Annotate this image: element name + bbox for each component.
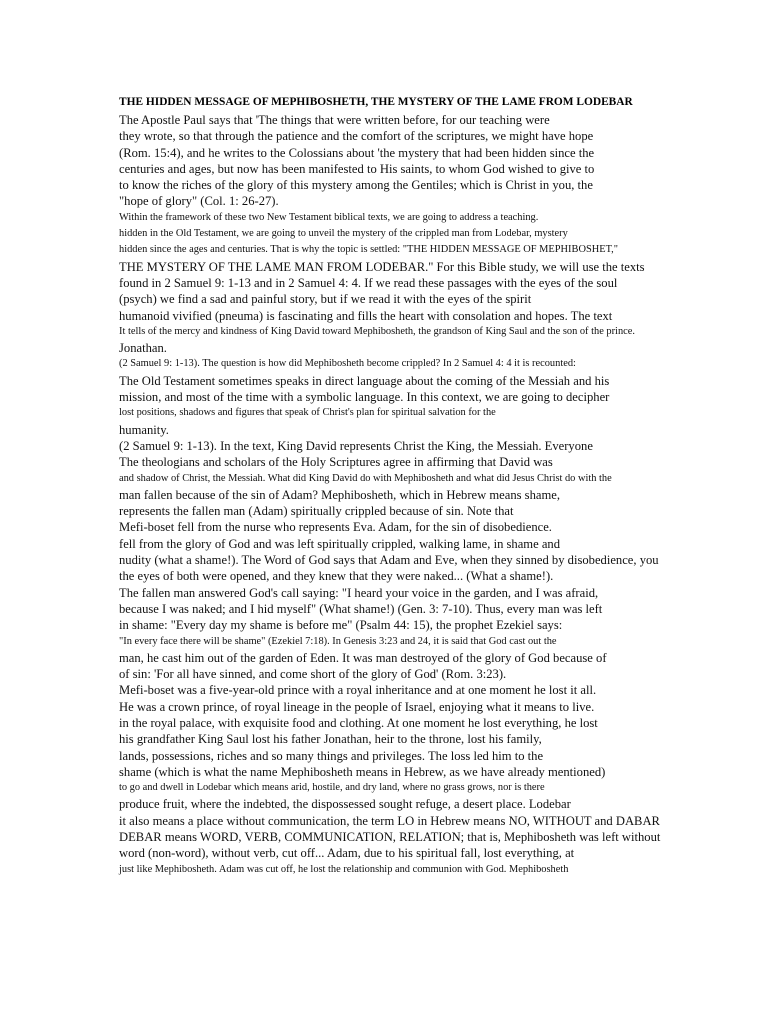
document-title: THE HIDDEN MESSAGE OF MEPHIBOSHETH, THE MYSTERY OF THE LAME FROM LODEBAR — [119, 96, 633, 108]
text-line: Mefi-boset was a five-year-old prince with a royal inheritance and at one moment he lost it all. — [119, 683, 597, 698]
text-line: and shadow of Christ, the Messiah. What did King David do with Mephibosheth and what did Jesus Christ do with the — [119, 472, 612, 484]
text-line: fell from the glory of God and was left spiritually crippled, walking lame, in shame and — [119, 536, 561, 551]
text-line: (2 Samuel 9: 1-13). The question is how did Mephibosheth become crippled? In 2 Samuel 4: 4 it is recounted: — [119, 358, 576, 370]
text-line: (2 Samuel 9: 1-13). In the text, King David represents Christ the King, the Messiah. Everyone — [119, 438, 593, 453]
text-line: lost positions, shadows and figures that speak of Christ's plan for spiritual salvation for the — [119, 407, 496, 419]
document-body — [119, 112, 759, 878]
text-line: found in 2 Samuel 9: 1-13 and in 2 Samuel 4: 4. If we read these passages with the eyes of the soul — [119, 275, 618, 290]
text-line: in shame: "Every day my shame is before me" (Psalm 44: 15), the prophet Ezekiel says: — [119, 618, 563, 633]
text-line: hidden in the Old Testament, we are going to unveil the mystery of the crippled man from Lodebar, mystery — [119, 228, 568, 240]
text-line: just like Mephibosheth. Adam was cut off, he lost the relationship and communion with God. Mephibosheth — [119, 863, 569, 875]
text-line: because I was naked; and I hid myself" (What shame!) (Gen. 3: 7-10). Thus, every man was left — [119, 601, 603, 616]
text-line: centuries and ages, but now has been manifested to His saints, to whom God wished to give to — [119, 161, 595, 176]
text-line: nudity (what a shame!). The Word of God says that Adam and Eve, when they sinned by disobedience, you — [119, 553, 659, 568]
text-line: the eyes of both were opened, and they knew that they were naked... (What a shame!). — [119, 569, 554, 584]
text-line: Within the framework of these two New Testament biblical texts, we are going to address a teaching. — [119, 211, 539, 223]
text-line: to go and dwell in Lodebar which means arid, hostile, and dry land, where no grass grows, nor is there — [119, 782, 545, 794]
text-line: it also means a place without communication, the term LO in Hebrew means NO, WITHOUT and DABAR — [119, 813, 660, 828]
text-line: The Apostle Paul says that 'The things that were written before, for our teaching were — [119, 113, 550, 127]
text-line: to know the riches of the glory of this mystery among the Gentiles; which is Christ in you, the — [119, 178, 593, 193]
text-line: It tells of the mercy and kindness of King David toward Mephibosheth, the grandson of King Saul and the son of the prince. — [119, 325, 635, 337]
text-line: "hope of glory" (Col. 1: 26-27). — [119, 194, 279, 209]
text-line: his grandfather King Saul lost his father Jonathan, heir to the throne, lost his family, — [119, 732, 542, 747]
text-line: THE MYSTERY OF THE LAME MAN FROM LODEBAR." For this Bible study, we will use the texts — [119, 259, 645, 274]
text-line: mission, and most of the time with a symbolic language. In this context, we are going to decipher — [119, 390, 610, 405]
text-line: Mefi-boset fell from the nurse who represents Eva. Adam, for the sin of disobedience. — [119, 520, 552, 535]
text-line: He was a crown prince, of royal lineage in the people of Israel, enjoying what it means to live. — [119, 699, 595, 714]
text-line: (Rom. 15:4), and he writes to the Colossians about 'the mystery that had been hidden since the — [119, 145, 595, 160]
text-line: produce fruit, where the indebted, the dispossessed sought refuge, a desert place. Lodebar — [119, 797, 571, 812]
text-line: "In every face there will be shame" (Ezekiel 7:18). In Genesis 3:23 and 24, it is said that God cast out the — [119, 635, 557, 647]
text-line: The theologians and scholars of the Holy Scriptures agree in affirming that David was — [119, 455, 553, 470]
text-line: word (non-word), without verb, cut off... Adam, due to his spiritual fall, lost everything, at — [119, 846, 575, 861]
text-line: man, he cast him out of the garden of Eden. It was man destroyed of the glory of God because of — [119, 650, 607, 665]
text-line: shame (which is what the name Mephibosheth means in Hebrew, as we have already mentioned) — [119, 764, 606, 779]
text-line: The fallen man answered God's call saying: "I heard your voice in the garden, and I was afraid, — [119, 585, 599, 600]
text-line: humanity. — [119, 422, 169, 437]
text-line: they wrote, so that through the patience and the comfort of the scriptures, we might have hope — [119, 129, 594, 144]
text-line: The Old Testament sometimes speaks in direct language about the coming of the Messiah and his — [119, 373, 610, 388]
text-line: humanoid vivified (pneuma) is fascinating and fills the heart with consolation and hopes. The text — [119, 308, 613, 323]
text-line: DEBAR means WORD, VERB, COMMUNICATION, RELATION; that is, Mephibosheth was left without — [119, 830, 661, 845]
text-line: Jonathan. — [119, 341, 167, 356]
text-line: in the royal palace, with exquisite food and clothing. At one moment he lost everything, he lost — [119, 715, 598, 730]
text-line: hidden since the ages and centuries. That is why the topic is settled: "THE HIDDEN MESSAGE OF MEPHIBOSHET," — [119, 244, 618, 256]
text-line: man fallen because of the sin of Adam? Mephibosheth, which in Hebrew means shame, — [119, 487, 561, 502]
text-line: (psych) we find a sad and painful story, but if we read it with the eyes of the spirit — [119, 292, 532, 307]
text-line: represents the fallen man (Adam) spiritually crippled because of sin. Note that — [119, 504, 514, 519]
text-line: of sin: 'For all have sinned, and come short of the glory of God' (Rom. 3:23). — [119, 667, 507, 682]
text-line: lands, possessions, riches and so many things and privileges. The loss led him to the — [119, 748, 544, 763]
